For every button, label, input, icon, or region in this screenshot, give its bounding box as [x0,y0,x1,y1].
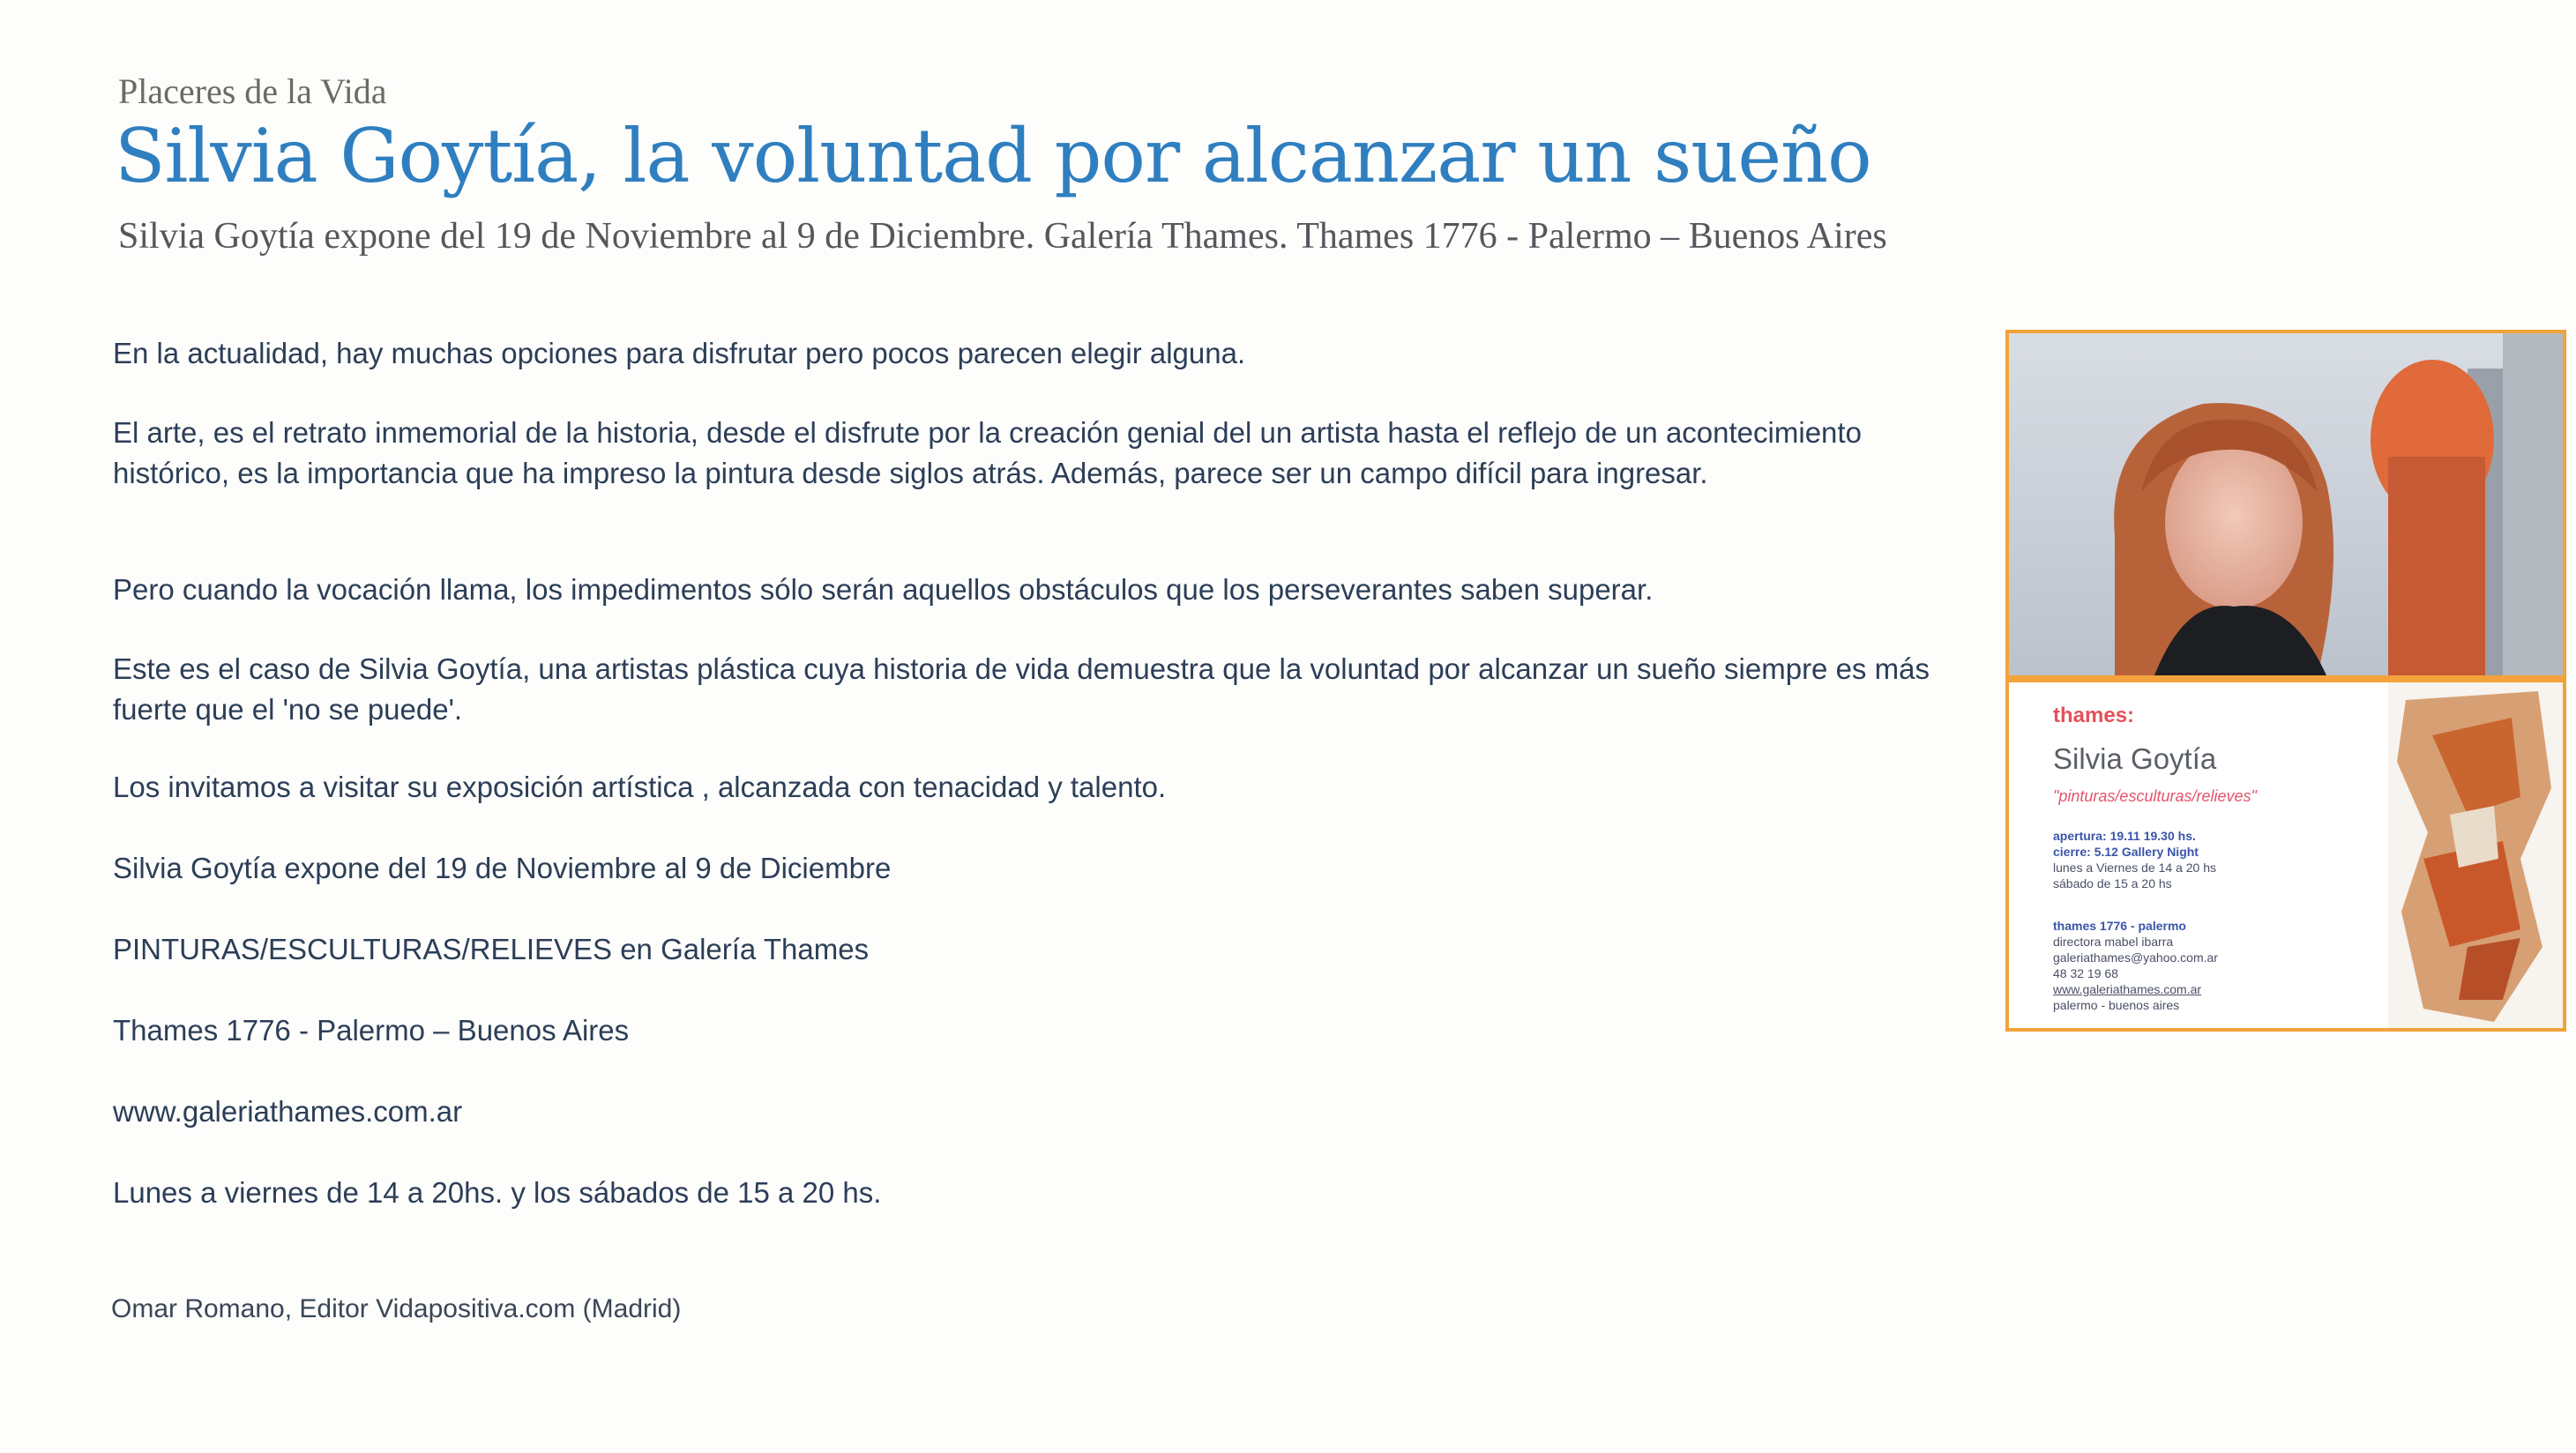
flyer-hours-weekday: lunes a Viernes de 14 a 20 hs [2053,861,2216,875]
author-credit: Omar Romano, Editor Vidapositiva.com (Madrid) [111,1294,682,1323]
exhibition-dates: Silvia Goytía expone del 19 de Noviembre al 9 de Diciembre [113,852,892,884]
exhibition-media: PINTURAS/ESCULTURAS/RELIEVES en Galería Thames [113,933,870,965]
gallery-hours: Lunes a viernes de 14 a 20hs. y los sábados de 15 a 20 hs. [113,1176,882,1209]
paragraph-5: Los invitamos a visitar su exposición artística , alcanzada con tenacidad y talento. [113,771,1167,803]
flyer-website: www.galeriathames.com.ar [2053,982,2202,996]
flyer-closing: cierre: 5.12 Gallery Night [2053,845,2199,859]
gallery-address: Thames 1776 - Palermo – Buenos Aires [113,1014,630,1047]
section-kicker: Placeres de la Vida [118,71,387,111]
flyer-phone: 48 32 19 68 [2053,966,2118,980]
flyer-divider [2009,675,2563,682]
paragraph-1: En la actualidad, hay muchas opciones para disfrutar pero pocos parecen elegir alguna. [113,337,1246,369]
artist-photo [2009,333,2563,675]
gallery-website: www.galeriathames.com.ar [113,1095,463,1128]
sculpture-photo [2388,682,2563,1028]
flyer-brand: thames: [2053,704,2135,727]
flyer-artist-name: Silvia Goytía [2053,742,2217,775]
paragraph-2: El arte, es el retrato inmemorial de la historia, desde el disfrute por la creación genial del un artista hasta el reflejo de un acontecimiento histórico, es la importancia que ha impreso la pintura desde siglos atrás. Además, parece ser un campo difícil para ingresar. [113,416,1862,489]
flyer-venue: thames 1776 - palermo [2053,919,2186,933]
article-subhead: Silvia Goytía expone del 19 de Noviembre al 9 de Diciembre. Galería Thames. Thames 1776 - Palermo – Buenos Aires [118,216,1887,257]
article-headline: Silvia Goytía, la voluntad por alcanzar un sueño [115,113,1871,199]
flyer-email: galeriathames@yahoo.com.ar [2053,950,2218,965]
flyer-director: directora mabel ibarra [2053,935,2174,949]
flyer-hours-saturday: sábado de 15 a 20 hs [2053,876,2172,890]
flyer-opening: apertura: 19.11 19.30 hs. [2053,829,2196,843]
flyer-media: "pinturas/esculturas/relieves" [2053,787,2257,805]
flyer-city: palermo - buenos aires [2053,998,2180,1012]
paragraph-3: Pero cuando la vocación llama, los impedimentos sólo serán aquellos obstáculos que los perseverantes saben superar. [113,573,1654,606]
paragraph-4: Este es el caso de Silvia Goytía, una artistas plástica cuya historia de vida demuestra que la voluntad por alcanzar un sueño siempre es más fuerte que el 'no se puede'. [113,652,1930,726]
exhibition-flyer [2005,330,2566,1032]
